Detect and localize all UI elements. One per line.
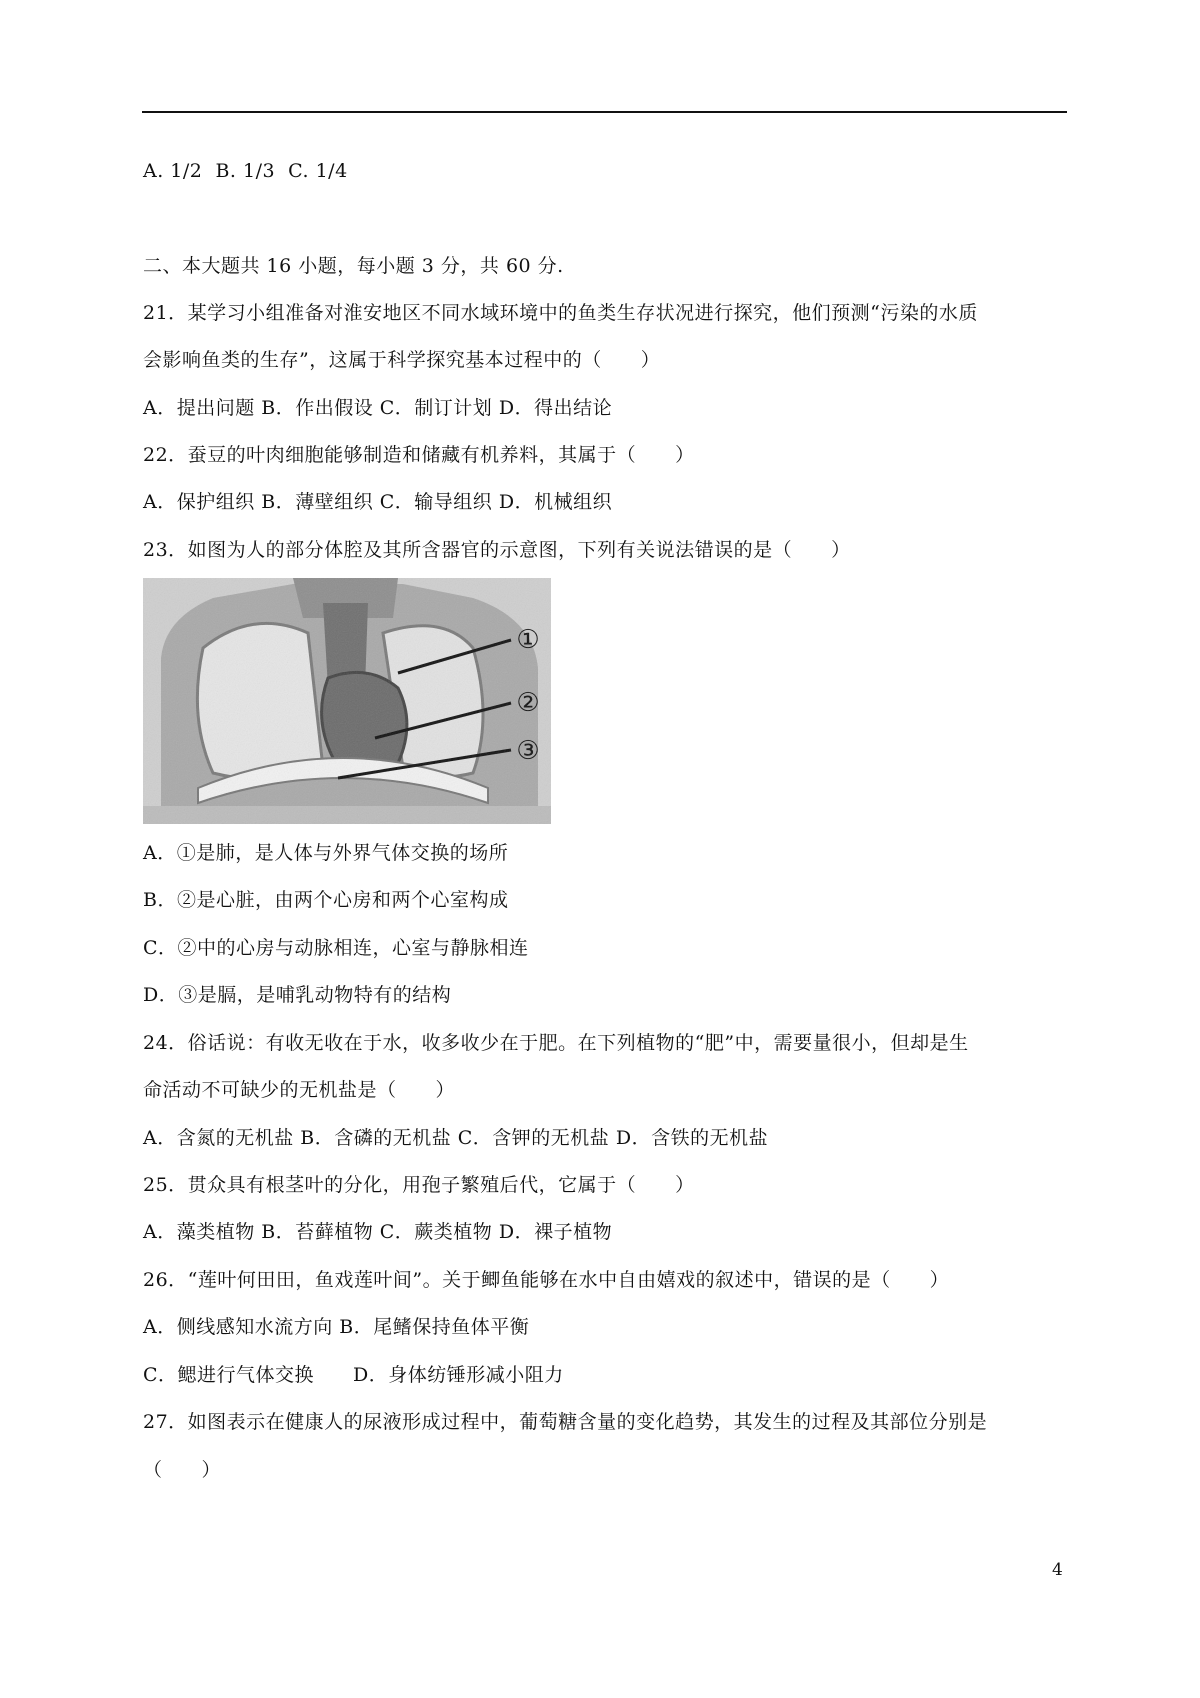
q25-stem: 25．贯众具有根茎叶的分化，用孢子繁殖后代，它属于（ ） (143, 1174, 695, 1196)
q23-option-c: C．②中的心房与动脉相连，心室与静脉相连 (143, 937, 529, 959)
figure-grain-overlay (143, 578, 551, 824)
header-rule (142, 111, 1067, 113)
q21-stem-line1: 21．某学习小组准备对淮安地区不同水域环境中的鱼类生存状况进行探究，他们预测“污染的水质 (143, 302, 978, 324)
q26-options-row2: C．鳃进行气体交换 D．身体纺锤形减小阻力 (143, 1364, 564, 1386)
q27-stem-line2: （ ） (143, 1459, 222, 1481)
q26-options-row1: A．侧线感知水流方向 B．尾鳍保持鱼体平衡 (143, 1316, 530, 1338)
q22-stem: 22．蚕豆的叶肉细胞能够制造和储藏有机养料，其属于（ ） (143, 444, 695, 466)
q23-option-b: B．②是心脏，由两个心房和两个心室构成 (143, 889, 509, 911)
q25-options: A．藻类植物 B．苔藓植物 C．蕨类植物 D．裸子植物 (143, 1221, 613, 1243)
page-number: 4 (1052, 1560, 1063, 1580)
q22-options: A．保护组织 B．薄壁组织 C．输导组织 D．机械组织 (143, 491, 613, 513)
q21-stem-line2: 会影响鱼类的生存”，这属于科学探究基本过程中的（ ） (143, 349, 661, 371)
q23-stem: 23．如图为人的部分体腔及其所含器官的示意图，下列有关说法错误的是（ ） (143, 539, 851, 561)
prev-question-options: A. 1/2 B. 1/3 C. 1/4 (143, 160, 348, 182)
q27-stem-line1: 27．如图表示在健康人的尿液形成过程中，葡萄糖含量的变化趋势，其发生的过程及其部位分别是 (143, 1411, 988, 1433)
thoracic-cavity-figure (143, 578, 551, 824)
q21-options: A．提出问题 B．作出假设 C．制订计划 D．得出结论 (143, 397, 613, 419)
q24-options: A．含氮的无机盐 B．含磷的无机盐 C．含钾的无机盐 D．含铁的无机盐 (143, 1127, 769, 1149)
figure-label-1: ① (516, 625, 540, 655)
q23-option-a: A．①是肺，是人体与外界气体交换的场所 (143, 842, 509, 864)
q24-stem-line2: 命活动不可缺少的无机盐是（ ） (143, 1079, 456, 1101)
q26-stem: 26．“莲叶何田田，鱼戏莲叶间”。关于鲫鱼能够在水中自由嬉戏的叙述中，错误的是（ ） (143, 1269, 950, 1291)
figure-label-3: ③ (516, 736, 540, 766)
q24-stem-line1: 24．俗话说：有收无收在于水，收多收少在于肥。在下列植物的“肥”中，需要量很小，但却是生 (143, 1032, 969, 1054)
figure-label-2: ② (516, 688, 540, 718)
q23-option-d: D．③是膈，是哺乳动物特有的结构 (143, 984, 452, 1006)
section-header: 二、本大题共 16 小题，每小题 3 分，共 60 分. (143, 255, 564, 277)
